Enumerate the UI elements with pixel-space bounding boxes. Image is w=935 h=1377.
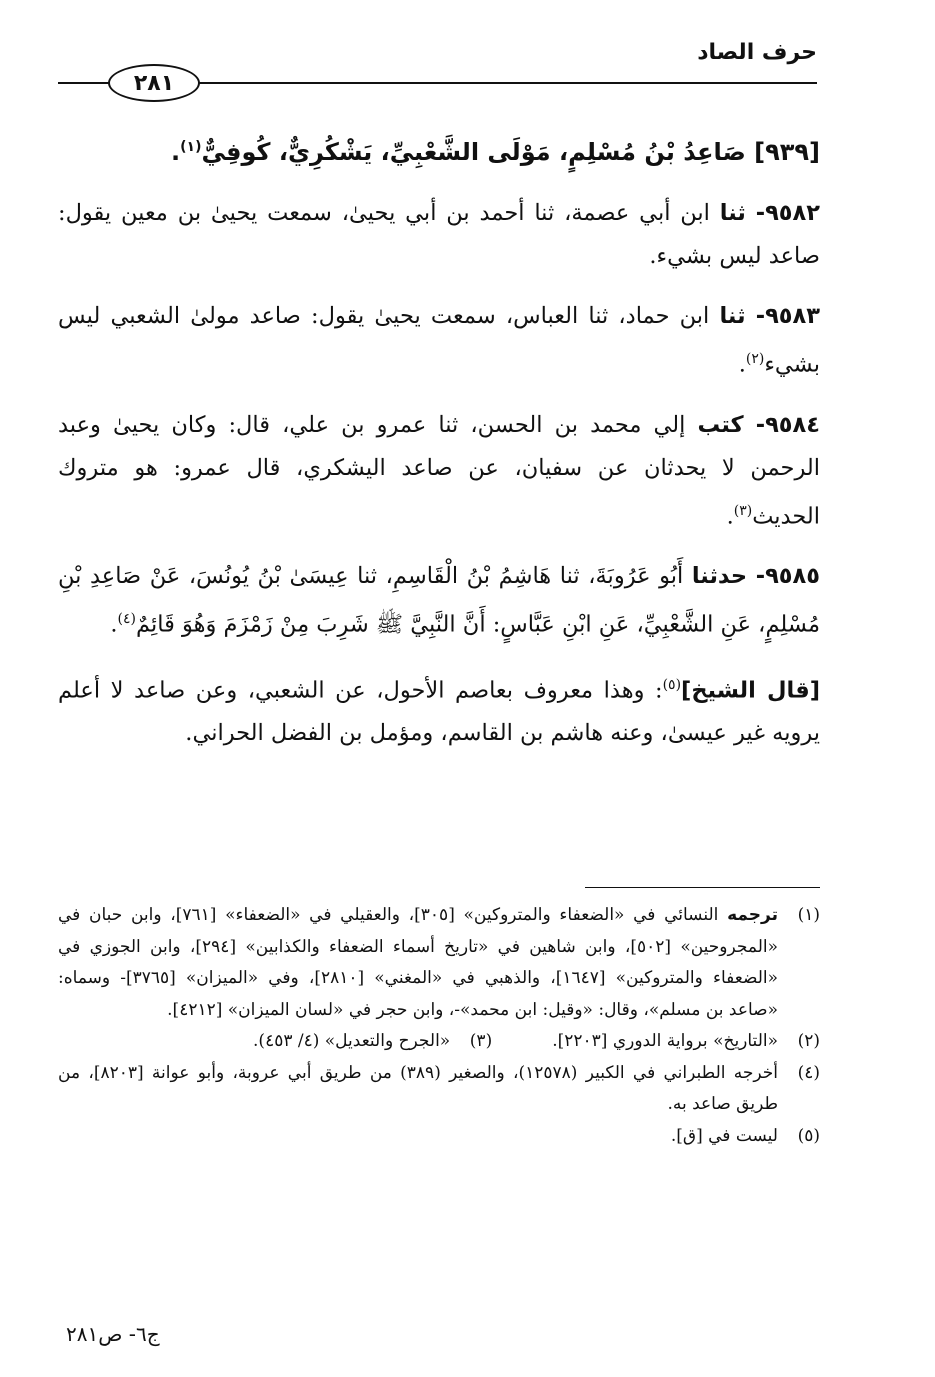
paragraph-text: : وهذا معروف بعاصم الأحول، عن الشعبي، وعن صاعد لا أعلم يرويه غير عيسىٰ، وعنه هاشم بن القاسم، ومؤمل بن الفضل الحراني. bbox=[58, 677, 820, 746]
narration-keyword: ثنا bbox=[719, 200, 746, 226]
footnote-ref: (٤) bbox=[117, 611, 137, 627]
footnote-text: ليست في [ق]. bbox=[670, 1125, 778, 1146]
paragraph-end: . bbox=[738, 351, 746, 378]
narration-keyword: ثنا bbox=[719, 303, 746, 329]
page-number: ٢٨١ bbox=[133, 70, 175, 96]
footnote-ref: (٥) bbox=[662, 676, 682, 693]
footnote-number: (٢) bbox=[797, 1031, 820, 1051]
footnote-4 bbox=[58, 1058, 820, 1121]
paragraph-text: ابن أبي عصمة، ثنا أحمد بن أبي يحيىٰ، سمعت يحيىٰ بن معين يقول: صاعد ليس بشيء. bbox=[58, 200, 820, 269]
footnote-ref: (١) bbox=[180, 139, 202, 155]
entry-heading-text: [٩٣٩] صَاعِدُ بْنُ مُسْلِمٍ، مَوْلَى الشَّعْبِيِّ، يَشْكُرِيٌّ، كُوفِيٌّ bbox=[201, 138, 820, 166]
paragraph-end: . bbox=[110, 611, 118, 638]
paragraph-text: ابن حماد، ثنا العباس، سمعت يحيىٰ يقول: صاعد مولىٰ الشعبي ليس بشيء bbox=[58, 303, 820, 378]
paragraph-text: أَبُو عَرُوبَةَ، ثنا هَاشِمُ بْنُ الْقَاسِمِ، ثنا عِيسَىٰ بْنُ يُونُسَ، عَنْ صَاعِدِ بْنِ مُسْلِمٍ، عَنِ الشَّعْبِيِّ، عَنِ ابْنِ عَبَّاسٍ: أَنَّ النَّبِيَّ ﷺ شَرِبَ مِنْ زَمْزَمَ وَهُوَ قَائِمٌ bbox=[58, 563, 820, 638]
footnote-number: (٥) bbox=[797, 1125, 820, 1146]
chapter-title: حرف الصاد bbox=[697, 40, 817, 65]
paragraph-text: إلي محمد بن الحسن، ثنا عمرو بن علي، قال: وكان يحيىٰ وعبد الرحمن لا يحدثان عن سفيان، عن صاعد اليشكري، قال عمرو: هو متروك الحديث bbox=[58, 411, 820, 529]
hadith-number: ٩٥٨٣- bbox=[755, 303, 821, 329]
paragraph-9584 bbox=[58, 404, 820, 539]
hadith-number: ٩٥٨٢- bbox=[755, 200, 820, 226]
footnote-2 bbox=[552, 1026, 820, 1058]
paragraph-9582 bbox=[58, 192, 820, 278]
footnote-5 bbox=[58, 1121, 820, 1153]
footnote-number: (٤) bbox=[797, 1062, 820, 1083]
main-text bbox=[58, 125, 820, 772]
paragraph-9585 bbox=[58, 555, 820, 647]
footnote-ref: (٢) bbox=[745, 351, 765, 367]
page-number-badge bbox=[108, 64, 200, 102]
footnote-ref: (٣) bbox=[733, 502, 753, 519]
paragraph-end: . bbox=[726, 503, 734, 529]
footnote-rule bbox=[585, 887, 820, 888]
sheikh-label: [قال الشيخ] bbox=[681, 677, 821, 703]
footnote-row-2-3 bbox=[58, 1026, 820, 1058]
narration-keyword: حدثنا bbox=[691, 563, 748, 589]
entry-heading-end: . bbox=[171, 138, 181, 166]
paragraph-sheikh bbox=[58, 664, 820, 756]
footnote-text: أخرجه الطبراني في الكبير (١٢٥٧٨)، والصغير (٣٨٩) من طريق أبي عروبة، وأبو عوانة [٨٢٠٣]، من طريق صاعد به. bbox=[58, 1062, 779, 1114]
footnote-bold: ترجمه bbox=[727, 905, 778, 925]
paragraph-9583 bbox=[58, 295, 820, 387]
footnote-text: «التاريخ» برواية الدوري [٢٢٠٣]. bbox=[552, 1031, 778, 1051]
footnote-number: (٣) bbox=[469, 1031, 493, 1051]
volume-page-reference: ج٦- ص٢٨١ bbox=[66, 1322, 160, 1346]
entry-heading bbox=[58, 125, 820, 174]
narration-keyword: كتب bbox=[697, 411, 744, 438]
footnote-body: النسائي في «الضعفاء والمتروكين» [٣٠٥]، والعقيلي في «الضعفاء» [٧٦١]، وابن حبان في «المجروحين» [٥٠٢]، وابن شاهين في «تاريخ أسماء الضعفاء والكذابين» [٢٩٤]، وابن الجوزي في «الضعفاء والمتروكين» [١٦٤٧]، والذهبي في «المغني» [٢٨١٠]، وفي «الميزان» [٣٧٦٥]- وسماه: «صاعد بن مسلم»، وقال: «وقيل: ابن محمد»-، وابن حجر في «لسان الميزان» [٤٢١٢]. bbox=[58, 905, 778, 1020]
hadith-number: ٩٥٨٥- bbox=[755, 563, 821, 589]
hadith-number: ٩٥٨٤- bbox=[755, 411, 821, 438]
footnote-number: (١) bbox=[797, 905, 820, 925]
footnote-3 bbox=[253, 1026, 492, 1058]
footnote-text: «الجرح والتعديل» (٤/ ٤٥٣). bbox=[253, 1031, 451, 1051]
footnotes bbox=[58, 900, 820, 1152]
footnote-text bbox=[58, 900, 778, 1026]
footnote-1 bbox=[58, 900, 820, 1026]
